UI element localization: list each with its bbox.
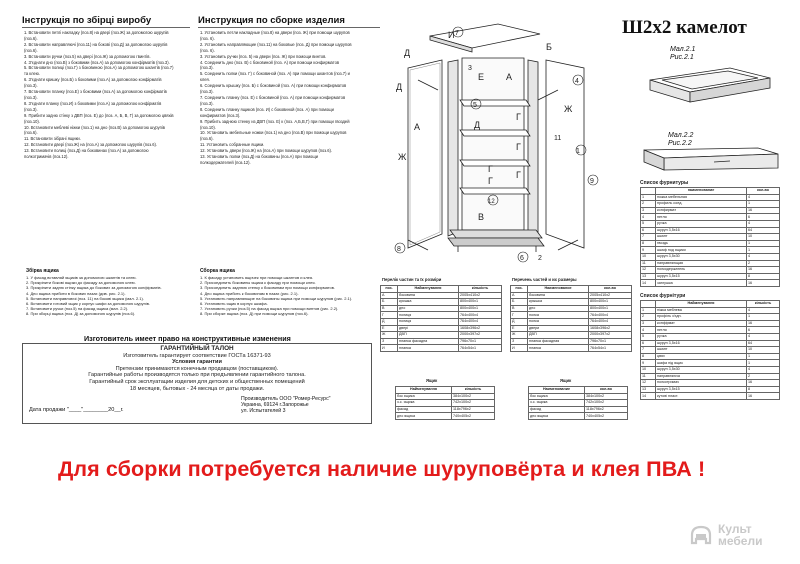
table-row xyxy=(641,320,780,327)
table-cell: 9 xyxy=(641,247,656,254)
diagram-label: Г xyxy=(516,170,521,180)
table-row xyxy=(641,207,780,214)
table-cell: з.с. ящика xyxy=(396,400,452,407)
table-cell: И xyxy=(511,345,528,352)
drawer-ru-body xyxy=(529,393,628,419)
warranty-box xyxy=(22,343,372,424)
table-cell: Д xyxy=(381,318,398,325)
fittings-ru-title: Список фурнитуры xyxy=(640,180,689,186)
table-cell: В xyxy=(511,305,528,312)
table-header: кількість xyxy=(452,387,495,394)
table-cell: петля xyxy=(656,327,747,334)
warranty-title: ГАРАНТИЙНЫЙ ТАЛОН xyxy=(160,345,234,352)
table-header xyxy=(641,301,656,308)
table-cell: планка xyxy=(528,345,589,352)
table-cell: 740х405х2 xyxy=(585,413,628,420)
table-cell: 7 xyxy=(641,347,656,354)
table-row xyxy=(529,393,628,400)
fittings-ru-table xyxy=(640,187,780,287)
table-cell: дно xyxy=(528,305,589,312)
manufacturer-address: Производитель ООО "Ромер-Ресурс" Украина, 69124 г.Запорожье ул. Испытателей 3 xyxy=(241,396,331,415)
table-row xyxy=(641,260,780,267)
table-cell: 1 xyxy=(747,360,780,367)
table-cell: 7 xyxy=(641,234,656,241)
table-row xyxy=(641,280,780,287)
table-cell: шуруп 3,5х15 xyxy=(656,273,747,280)
table-cell: цвях xyxy=(656,353,747,360)
table-cell: полка xyxy=(528,312,589,319)
table-header: Найменування xyxy=(656,301,747,308)
table-row xyxy=(641,247,780,254)
table-row xyxy=(511,332,632,339)
table-cell: Е xyxy=(511,325,528,332)
table-row xyxy=(641,240,780,247)
table-row xyxy=(381,299,502,306)
table-cell: 118х796х2 xyxy=(452,406,495,413)
table-cell: 6 xyxy=(641,340,656,347)
table-cell: 16 xyxy=(747,393,780,400)
diagram-label: А xyxy=(506,72,513,82)
table-row xyxy=(529,413,628,420)
table-row xyxy=(381,318,502,325)
table-cell: Ж xyxy=(381,332,398,339)
diagram-label: 8 xyxy=(397,246,401,253)
diagram-label: Д xyxy=(404,48,411,58)
table-cell: ДВП xyxy=(398,332,459,339)
table-cell: планка фасадна xyxy=(398,338,459,345)
table-cell: 10 xyxy=(641,253,656,260)
ua-drawer-assembly-text: 1. У фасад вставляй ящиків за допомогою шкантів та клею. 2. Прикріпити бокові ящики до фасаду за допомогою клею. 3. Прикріпити задню стінку ящика до бокових за допомогою конфірматів. 4. Дно ящика прибити в бокових пазах (див. рис. 2.1). 5. Встановити направляючі (поз. 11) на бокові ящика (мал. 2.1). 6. Встановити готовий ящик у корпус шафи за допомогою шурупів. 7. Встановити ручки (поз.5) на фасад ящика (мал. 2.2). 8. При зборці ящика (поз. Д) за допомогою шурупів (поз.6). xyxy=(26,275,162,317)
drawer-ua-body xyxy=(396,393,495,419)
table-header: Наименование xyxy=(528,286,589,293)
table-cell: 2 xyxy=(641,314,656,321)
diagram-label: Б xyxy=(546,42,552,52)
table-cell: з.с. ящика xyxy=(529,400,585,407)
table-row xyxy=(641,373,780,380)
table-cell: 2000х397х2 xyxy=(589,332,632,339)
table-header: кол-во xyxy=(589,286,632,293)
fig1-label: Мал.2.1 Рис.2.1 xyxy=(670,46,696,61)
table-cell: 16 xyxy=(747,320,780,327)
table-cell: кутові пласт. xyxy=(656,393,747,400)
drawer-figure-2 xyxy=(638,146,783,172)
table-cell: профиль соед. xyxy=(656,201,747,208)
table-cell: полиця xyxy=(398,312,459,319)
diagram-label: И xyxy=(448,30,455,40)
fig2-label: Мал.2.2 Рис.2.2 xyxy=(668,132,694,147)
table-cell: 1 xyxy=(641,307,656,314)
table-cell: Б xyxy=(511,299,528,306)
table-cell: 4 xyxy=(747,194,780,201)
table-row xyxy=(641,380,780,387)
table-cell: бок ящика xyxy=(396,393,452,400)
ru-instructions-title: Инструкция по сборке изделия xyxy=(198,15,345,26)
warranty-conditions-title: Условия гарантии xyxy=(172,359,222,366)
table-cell: 16 xyxy=(747,380,780,387)
table-row xyxy=(511,305,632,312)
diagram-label: А xyxy=(414,122,421,132)
table-cell: 2000х397х2 xyxy=(459,332,502,339)
table-cell: 800х400х1 xyxy=(459,299,502,306)
table-row xyxy=(641,273,780,280)
table-cell: 8 xyxy=(747,386,780,393)
table-cell: 4 xyxy=(747,333,780,340)
table-header xyxy=(641,188,656,195)
table-cell: 8 xyxy=(641,240,656,247)
table-cell: А xyxy=(381,292,398,299)
table-row xyxy=(641,227,780,234)
table-cell: 764х400х4 xyxy=(589,312,632,319)
table-row xyxy=(641,253,780,260)
diagram-label: Г xyxy=(516,142,521,152)
table-cell: профіль з'єдн. xyxy=(656,314,747,321)
table-header: кількість xyxy=(747,301,780,308)
table-cell: 6 xyxy=(641,227,656,234)
table-cell: 1 xyxy=(747,247,780,254)
table-cell: Ж xyxy=(511,332,528,339)
warranty-conditions: Претензии принимаются конечным продавцом (поставщиком). Гарантийные работы производятся только при предъявлении гарантийного талона. Гарантийный срок эксплуатации изделия для детских и общественных помещений 18 месяцев, бытовых - 24 месяца от даты продажи. xyxy=(88,365,306,392)
table-cell: 64 xyxy=(747,340,780,347)
table-row xyxy=(641,360,780,367)
manufacturer-notice: Изготовитель имеет право на конструктивные изменения xyxy=(84,334,291,343)
table-row xyxy=(529,400,628,407)
table-cell: 4 xyxy=(641,327,656,334)
table-cell: 3 xyxy=(641,320,656,327)
table-cell: шуруп 3,5х30 xyxy=(656,366,747,373)
table-cell: дно xyxy=(398,305,459,312)
table-row xyxy=(396,413,495,420)
table-cell: боковина xyxy=(398,292,459,299)
table-cell: Г xyxy=(511,312,528,319)
table-cell: 6 xyxy=(747,327,780,334)
parts-ua-body xyxy=(381,292,502,351)
diagram-label: Ж xyxy=(564,104,573,114)
table-cell: 16 xyxy=(747,267,780,274)
table-row xyxy=(641,314,780,321)
table-cell: 4 xyxy=(747,366,780,373)
table-cell: 12 xyxy=(641,267,656,274)
table-cell: полкодержатель xyxy=(656,267,747,274)
table-row xyxy=(511,325,632,332)
table-row xyxy=(529,406,628,413)
table-cell: 4 xyxy=(747,307,780,314)
fittings-ua-title: Список фурнітури xyxy=(640,293,686,299)
table-cell: шуруп 3,5х15 xyxy=(656,386,747,393)
brand-line1: Культ xyxy=(718,522,752,536)
ru-drawer-assembly-title: Сборка ящика xyxy=(200,268,235,274)
table-header: кол-во xyxy=(585,387,628,394)
diagram-label: Г xyxy=(516,112,521,122)
diagram-label: 6 xyxy=(520,255,524,262)
drawer-ru-table xyxy=(528,386,628,420)
drawer-ru-title: Ящик xyxy=(560,378,572,383)
table-row xyxy=(641,386,780,393)
table-row xyxy=(511,299,632,306)
diagram-label: 9 xyxy=(590,178,594,185)
table-cell: 1 xyxy=(747,353,780,360)
table-cell: 13 xyxy=(641,386,656,393)
wardrobe-exploded-diagram xyxy=(378,20,620,270)
table-cell: 796х70х1 xyxy=(459,338,502,345)
table-row xyxy=(511,338,632,345)
table-cell: 1 xyxy=(641,194,656,201)
drawer-figure-1 xyxy=(640,62,780,112)
table-cell: 64 xyxy=(747,227,780,234)
table-cell: шуруп 3,5х30 xyxy=(656,253,747,260)
table-row xyxy=(381,345,502,352)
fittings-ru-body xyxy=(641,194,780,286)
drawer-ua-table xyxy=(395,386,495,420)
table-row xyxy=(511,345,632,352)
table-header: поз. xyxy=(511,286,528,293)
table-cell: ніжка меблева xyxy=(656,307,747,314)
table-cell: 10 xyxy=(641,366,656,373)
table-cell: 12 xyxy=(641,380,656,387)
brand-line2: мебели xyxy=(718,534,763,548)
parts-ua-table xyxy=(380,285,502,352)
table-cell: гвоздь xyxy=(656,240,747,247)
table-cell: шафа під ящик xyxy=(656,360,747,367)
table-row xyxy=(641,340,780,347)
table-cell: 764х400х4 xyxy=(589,318,632,325)
table-cell: полкотримач xyxy=(656,380,747,387)
table-cell: 118х796х2 xyxy=(585,406,628,413)
table-row xyxy=(396,393,495,400)
table-cell: кришка xyxy=(398,299,459,306)
table-header: наименование xyxy=(656,188,747,195)
table-cell: Д xyxy=(511,318,528,325)
table-cell: ДВП xyxy=(528,332,589,339)
ru-drawer-assembly-text: 1. К фасаду установить ящичек при помощи шкантов и клея. 2. Присоединить боковины ящика к фасаду при помощи клея. 3. Присоединить заднюю стенку к боковинам при помощи конфирматов. 4. Дно ящика прибить к боковинам в пазах (рис. 2.1). 5. Установить направляющие на боковины ящика при помощи шурупов (рис. 2.1). 6. Установить ящик в корпус шкафа. 7. Установить ручки (поз.5) на фасад ящика при помощи винтов (рис. 2.2). 8. При сборке ящика (поз. Д) при помощи шурупов (поз.6). xyxy=(200,275,353,317)
table-cell: 384х100х2 xyxy=(585,393,628,400)
table-cell: З xyxy=(511,338,528,345)
diagram-label: Д xyxy=(396,82,403,92)
table-cell: 800х400х1 xyxy=(459,305,502,312)
table-cell: 2005х410х2 xyxy=(589,292,632,299)
table-cell: 1 xyxy=(747,240,780,247)
table-row xyxy=(381,305,502,312)
table-row xyxy=(381,312,502,319)
table-cell: 740х405х2 xyxy=(452,413,495,420)
table-row xyxy=(641,347,780,354)
table-cell: 384х100х2 xyxy=(452,393,495,400)
table-row xyxy=(641,267,780,274)
table-cell: 9 xyxy=(641,360,656,367)
diagram-label: 1 xyxy=(576,148,580,155)
diagram-label: Е xyxy=(478,72,485,82)
table-cell: 764х400х4 xyxy=(459,312,502,319)
table-row xyxy=(641,194,780,201)
table-cell: направляюча xyxy=(656,373,747,380)
table-cell: 8 xyxy=(641,353,656,360)
table-cell: 1 xyxy=(747,201,780,208)
parts-ua-title: Перелік частин та їх розміри xyxy=(382,277,442,282)
assembly-warning: Для сборки потребуется наличие шуруповёрта и клея ПВА ! xyxy=(58,457,706,481)
table-header: кількість xyxy=(459,286,502,293)
model-title: Ш2х2 камелот xyxy=(622,17,747,38)
table-header: Найменування xyxy=(396,387,452,394)
divider xyxy=(22,27,190,28)
table-cell: планка xyxy=(398,345,459,352)
table-cell: 13 xyxy=(641,273,656,280)
table-cell: 10 xyxy=(747,234,780,241)
table-row xyxy=(641,327,780,334)
diagram-label: 12 xyxy=(488,199,495,205)
table-cell: ножка мебельная xyxy=(656,194,747,201)
table-cell: направляющая xyxy=(656,260,747,267)
table-cell: 10 xyxy=(747,347,780,354)
table-cell: 5 xyxy=(641,333,656,340)
table-row xyxy=(396,400,495,407)
table-cell: 3 xyxy=(641,207,656,214)
table-cell: дно ящика xyxy=(529,413,585,420)
table-cell: шкаф под ящики xyxy=(656,247,747,254)
table-cell: Е xyxy=(381,325,398,332)
table-cell: 1608х396х2 xyxy=(459,325,502,332)
parts-ru-table xyxy=(510,285,632,352)
diagram-label: 4 xyxy=(575,78,579,85)
diagram-label: 5 xyxy=(473,102,477,109)
table-row xyxy=(641,214,780,221)
table-row xyxy=(381,332,502,339)
table-cell: 14 xyxy=(641,280,656,287)
table-cell: 11 xyxy=(641,260,656,267)
table-cell: 2 xyxy=(747,373,780,380)
table-header: поз. xyxy=(381,286,398,293)
table-cell: фасад xyxy=(529,406,585,413)
diagram-label: Г xyxy=(488,164,493,174)
table-cell: конфірмат xyxy=(656,320,747,327)
table-cell: 16 xyxy=(747,280,780,287)
table-cell: полиця xyxy=(398,318,459,325)
fittings-ua-table xyxy=(640,300,780,400)
table-cell: 742х100х2 xyxy=(585,400,628,407)
table-row xyxy=(641,307,780,314)
table-row xyxy=(381,338,502,345)
diagram-label: В xyxy=(478,212,485,222)
table-cell: 2005х410х2 xyxy=(459,292,502,299)
table-cell: ручка xyxy=(656,220,747,227)
table-row xyxy=(381,325,502,332)
diagram-label: Г xyxy=(488,176,493,186)
table-cell: боковина xyxy=(528,292,589,299)
table-cell: крышка xyxy=(528,299,589,306)
table-cell: заглушка xyxy=(656,280,747,287)
fittings-ua-body xyxy=(641,307,780,399)
diagram-label: 2 xyxy=(538,255,542,262)
table-row xyxy=(381,292,502,299)
table-row xyxy=(511,312,632,319)
table-row xyxy=(641,220,780,227)
table-header: Наименование xyxy=(529,387,585,394)
table-row xyxy=(641,201,780,208)
table-cell: 2 xyxy=(641,201,656,208)
table-row xyxy=(641,333,780,340)
table-row xyxy=(641,353,780,360)
table-cell: 5 xyxy=(641,220,656,227)
diagram-label: 3 xyxy=(468,65,472,72)
parts-ru-body xyxy=(511,292,632,351)
table-row xyxy=(641,234,780,241)
table-cell: 11 xyxy=(641,373,656,380)
table-cell: шуруп 3,5х16 xyxy=(656,340,747,347)
drawer-ua-title: Ящик xyxy=(426,378,438,383)
table-cell: планка фасадная xyxy=(528,338,589,345)
table-cell: З xyxy=(381,338,398,345)
table-cell: 764х400х4 xyxy=(459,318,502,325)
table-row xyxy=(641,393,780,400)
table-cell: шкант xyxy=(656,234,747,241)
sale-date-field: Дата продажи "____"________20__г. xyxy=(29,407,124,413)
ru-instruction-steps: 1. Установить петли накладные (поз.8) на двери (поз. Ж) при помощи шурупов (поз. 6). 2. Установить направляющие (поз.11) на боковые (поз. Д) при помощи шурупов (поз. 6). 3. Установить ручки (поз. 5) на двери (поз. Ж) при помощи винтов. 4. Соединить дно (поз. В) с боковиной (поз. А) при помощи конфирматов (поз.3). 5. Соединить полки (поз. Г) с боковиной (поз. А) при помощи шкантов (поз.7) и клея. 6. Соединить крышку (поз. Б) с боковиной (поз. А) при помощи конфирматов (поз.3). 7. Соединить планку (поз. Е) с боковиной (поз. А) при помощи конфирматов (поз.3). 8. Соединить планку ящиков (поз. И) с боковиной (поз. А) при помощи конфирматов (поз.3). 9. Прибить заднюю стенку из ДВП (поз. Е) к (поз. А,Б,В,Г) при помощи гвоздей (поз.10). 10. Установить мебельные ножки (поз.1) на дно (поз.В) при помощи шурупов (поз.6). 11. Установить собранные ящики. 12. Установить двери (поз.Ж) на (поз.А) при помощи шурупов (поз.6). 13. Установить полки (поз.Д) на боковины (поз.А) при помощи полкодержателей (поз.12). xyxy=(200,30,352,165)
table-cell: 764х54х1 xyxy=(459,345,502,352)
diagram-label: 7 xyxy=(455,30,459,37)
table-header: кол-во xyxy=(747,188,780,195)
ua-drawer-assembly-title: Збірка ящика xyxy=(26,268,59,274)
table-cell: шкант xyxy=(656,347,747,354)
armchair-logo-icon xyxy=(688,523,714,549)
table-cell: Б xyxy=(381,299,398,306)
table-row xyxy=(511,318,632,325)
table-cell: петля xyxy=(656,214,747,221)
divider xyxy=(198,27,380,28)
table-cell: 742х100х2 xyxy=(452,400,495,407)
table-cell: И xyxy=(381,345,398,352)
table-header: Найменування xyxy=(398,286,459,293)
table-cell: А xyxy=(511,292,528,299)
table-cell: двері xyxy=(398,325,459,332)
table-cell: шуруп 3,5х16 xyxy=(656,227,747,234)
ua-instructions-title: Інструкція по збірці виробу xyxy=(22,15,152,26)
table-cell: 1 xyxy=(747,314,780,321)
table-cell: 800х400х1 xyxy=(589,305,632,312)
table-cell: 764х54х1 xyxy=(589,345,632,352)
table-cell: 796х70х1 xyxy=(589,338,632,345)
table-cell: конфирмат xyxy=(656,207,747,214)
table-cell: 16 xyxy=(747,207,780,214)
table-cell: полка xyxy=(528,318,589,325)
table-cell: В xyxy=(381,305,398,312)
parts-ru-title: Перечень частей и их размеры xyxy=(512,277,577,282)
warranty-gost: Изготовитель гарантирует соответствие ГОСТа 16371-93 xyxy=(123,352,271,359)
table-cell: 4 xyxy=(747,220,780,227)
table-cell: дно ящика xyxy=(396,413,452,420)
table-cell: фасад xyxy=(396,406,452,413)
table-cell: 14 xyxy=(641,393,656,400)
table-row xyxy=(511,292,632,299)
table-cell: 8 xyxy=(747,273,780,280)
table-cell: 800х400х1 xyxy=(589,299,632,306)
table-cell: Г xyxy=(381,312,398,319)
diagram-label: Д xyxy=(474,120,481,130)
diagram-label: 11 xyxy=(554,135,562,142)
table-cell: 2 xyxy=(747,260,780,267)
table-cell: ручка xyxy=(656,333,747,340)
table-row xyxy=(396,406,495,413)
table-cell: 4 xyxy=(747,253,780,260)
diagram-label: Ж xyxy=(398,152,407,162)
table-cell: 1608х396х2 xyxy=(589,325,632,332)
ua-instruction-steps: 1. Встановити петлі накладку (поз.8) на двері (поз.Ж) за допомогою шурупів (поз.6). 2. Встановити направляючі (поз.11) на бокові (поз.Д) за допомогою шурупів (поз.6). 3. Встановити ручки (поз.5) на двері (поз.Ж) за допомогою гвинтів. 4. З'єднати дно (поз.В) з боковими (поз.А) за допомогою конфірматів (поз.3). 5. Встановити полиці (поз.Г) з боковиною (поз.А) за допомогою шкантів (поз.7) та клею. 6. З'єднати кришку (поз.Б) з боковими (поз.А) за допомогою конфірматів (поз.3). 7. Встановити планку (поз.Е) з боковими (поз.А) за допомогою конфірматів (поз.3). 8. З'єднати планку (поз.И) з боковими (поз.А) за допомогою конфірматів (поз.3). 9. Прибити задню стінку з ДВП (поз. Е) до (поз. А, Б, В, Г) за допомогою цвяхів (поз.10). 10. Встановити меблеві ніжки (поз.1) на дно (поз.В) за допомогою шурупів (поз.6). 11. Встановити зібрані ящики. 12. Встановити двері (поз.Ж) на (поз.А) за допомогою шурупів (поз.6). 13. Встановити полиці (поз.Д) на боковинах (поз.А) за допомогою полкотримачів (поз.12). xyxy=(24,30,174,160)
table-cell: двери xyxy=(528,325,589,332)
table-cell: 4 xyxy=(641,214,656,221)
table-cell: 6 xyxy=(747,214,780,221)
table-row xyxy=(641,366,780,373)
table-cell: бок ящика xyxy=(529,393,585,400)
